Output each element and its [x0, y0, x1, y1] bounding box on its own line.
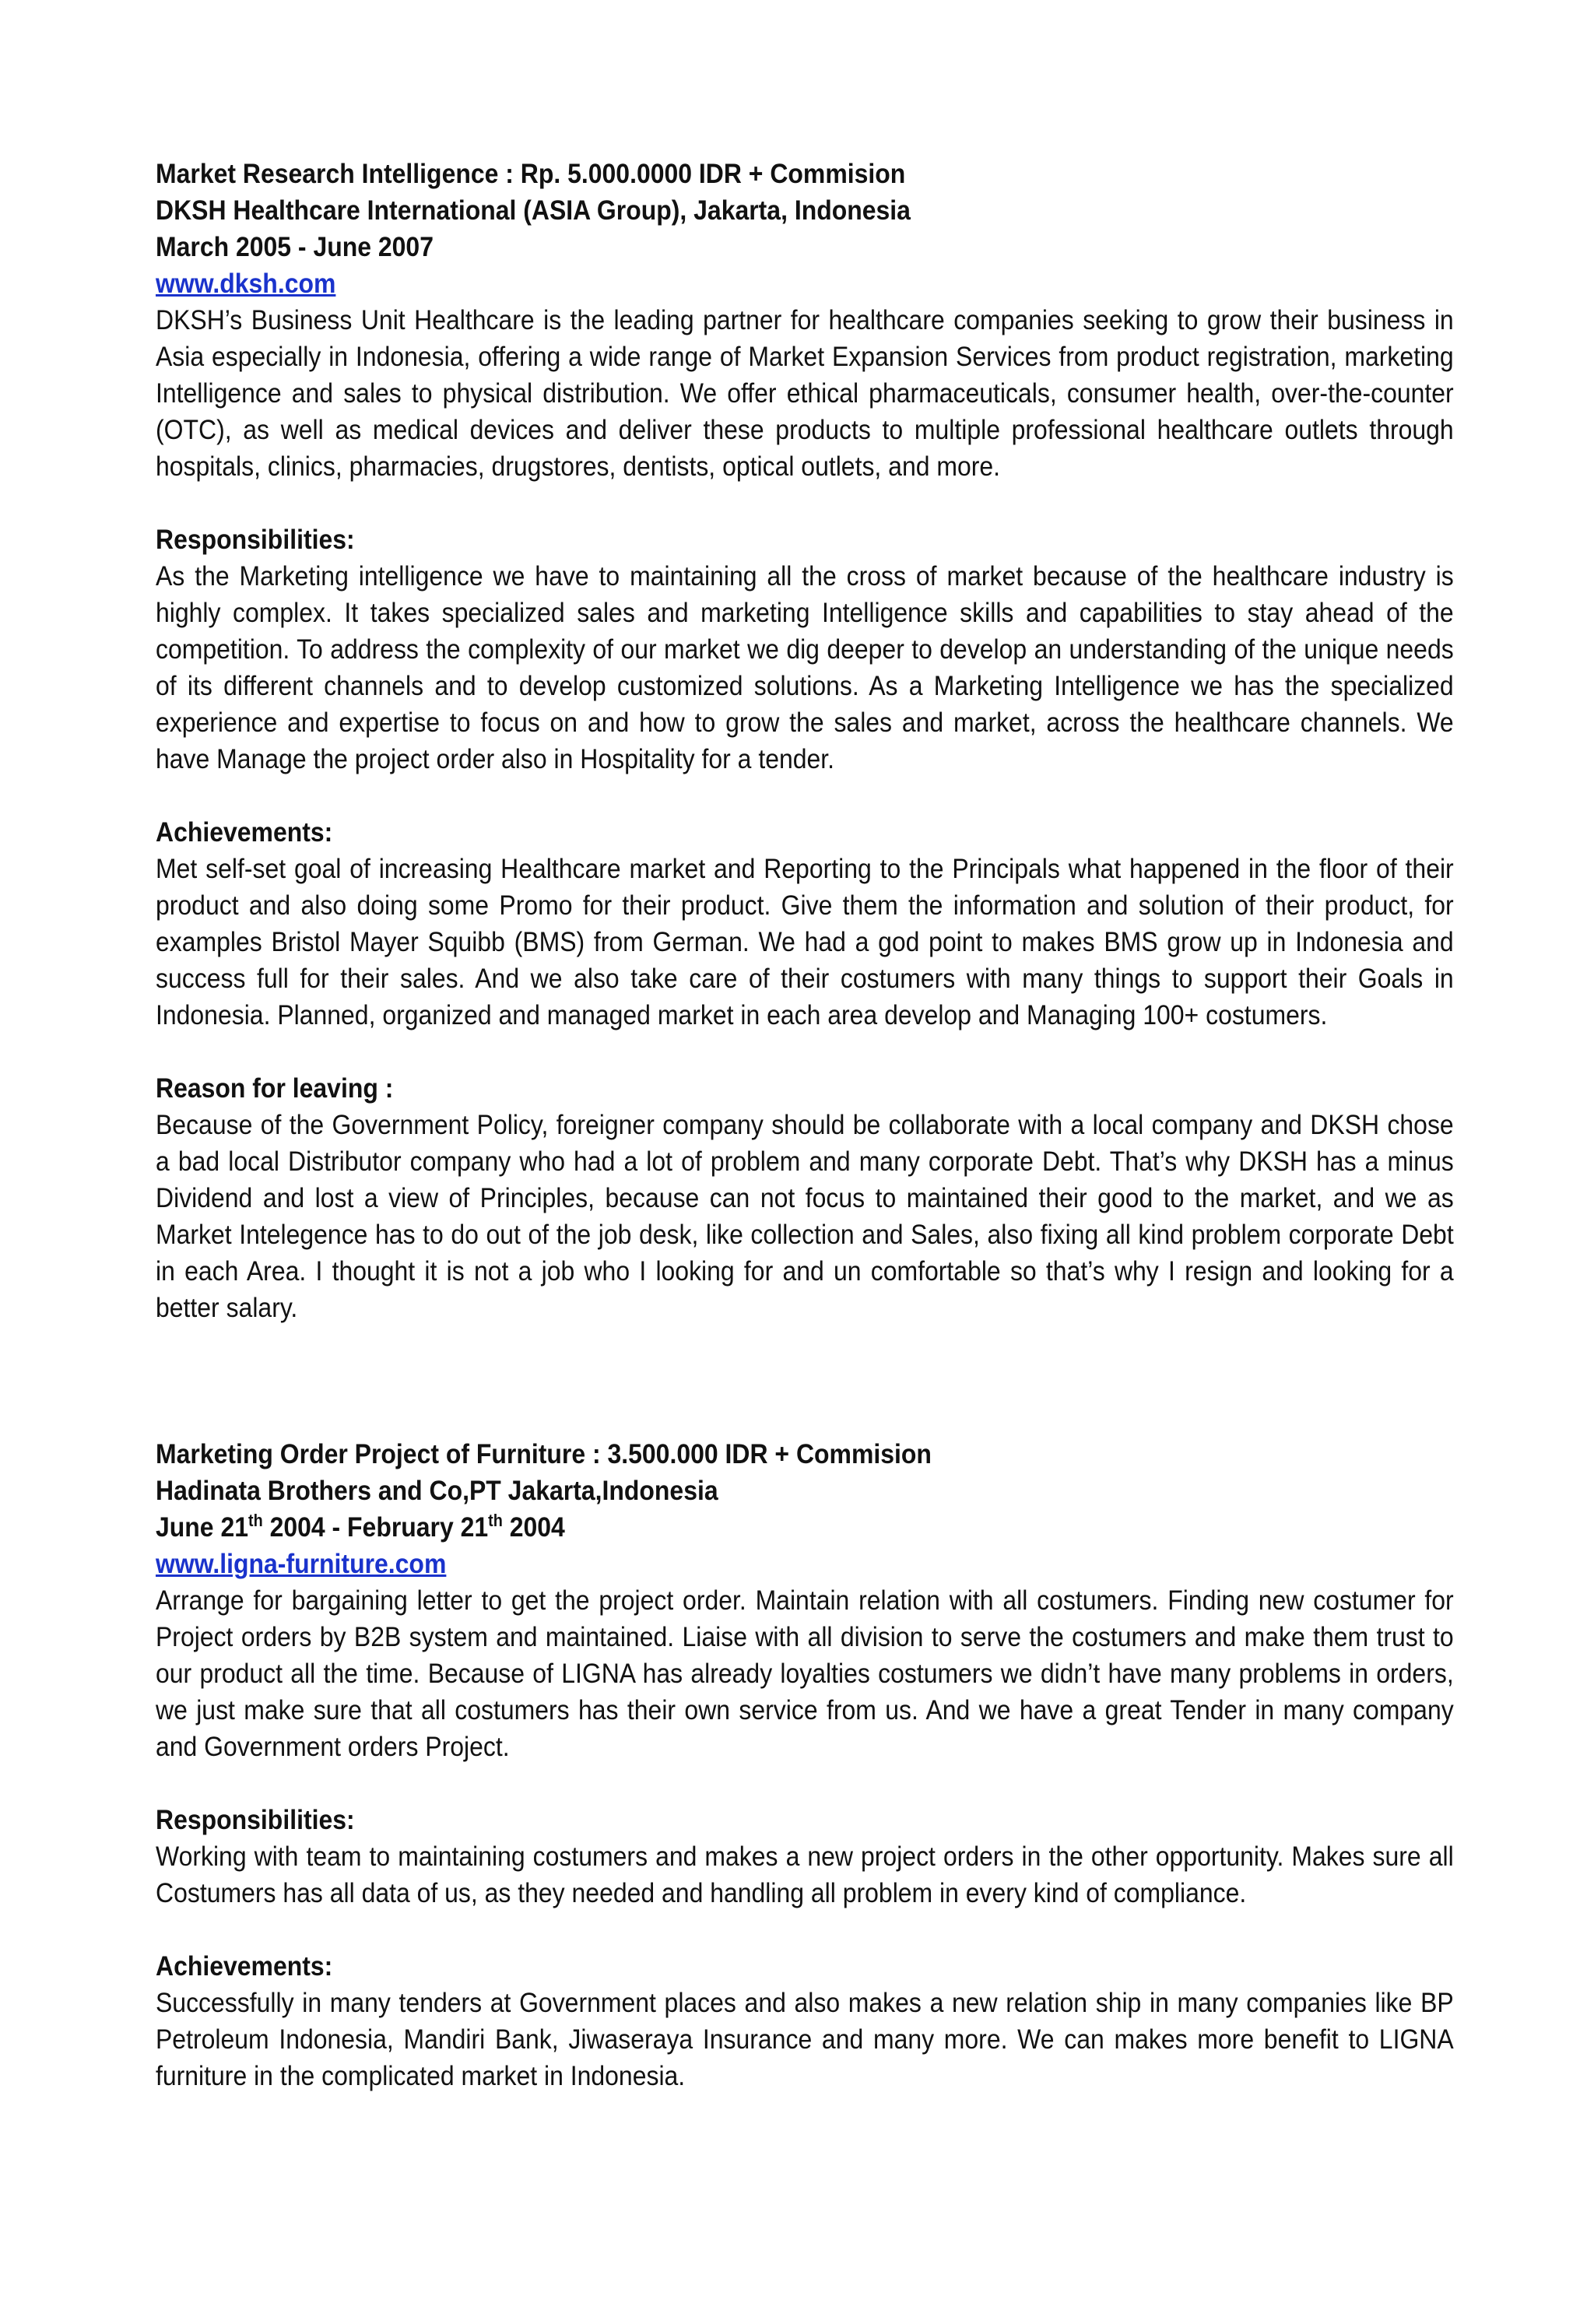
- reason-text: Because of the Government Policy, foreigner company should be collaborate with a local company and DKSH chose a bad local Distributor company who had a lot of problem and many corporate Debt. That’s why DKSH has a minus Dividend and lost a view of Principles, because can not focus to maintained their good to the market, and we as Market Intelegence has to do out of the job desk, like collection and Sales, also fixing all kind problem corporate Debt in each Area. I thought it is not a job who I looking for and un comfortable so that’s why I resign and looking for a better salary.: [156, 1109, 1454, 1323]
- achievements-heading: Achievements:: [156, 816, 333, 848]
- company-name: DKSH Healthcare International (ASIA Group), Jakarta, Indonesia: [156, 195, 911, 226]
- responsibilities-text: Working with team to maintaining costumers and makes a new project orders in the other opportunity. Makes sure all Costumers has all data of us, as they needed and handling all problem in every kind of compliance.: [156, 1841, 1454, 1908]
- achievements-heading: Achievements:: [156, 1950, 333, 1982]
- responsibilities-heading: Responsibilities:: [156, 1804, 355, 1835]
- responsibilities-text: As the Marketing intelligence we have to maintaining all the cross of market because of the healthcare industry is highly complex. It takes specialized sales and marketing Intelligence skills and capabilities to stay ahead of the competition. To address the complexity of our market we dig deeper to develop an understanding of the unique needs of its different channels and to develop customized solutions. As a Marketing Intelligence we has the specialized experience and expertise to focus on and how to grow the sales and market, across the healthcare channels. We have Manage the project order also in Hospitality for a tender.: [156, 560, 1454, 774]
- achievements-text: Successfully in many tenders at Government places and also makes a new relation ship in many companies like BP Petroleum Indonesia, Mandiri Bank, Jiwaseraya Insurance and many more. We can makes more benefit to LIGNA furniture in the complicated market in Indonesia.: [156, 1987, 1454, 2091]
- job-dksh: [156, 156, 1454, 1326]
- company-website-link[interactable]: www.dksh.com: [156, 268, 336, 299]
- achievements-text: Met self-set goal of increasing Healthcare market and Reporting to the Principals what happened in the floor of their product and also doing some Promo for their product. Give them the information and solution of their product, for examples Bristol Mayer Squibb (BMS) from German. We had a god point to makes BMS grow up in Indonesia and success full for their sales. And we also take care of their costumers with many things to support their Goals in Indonesia. Planned, organized and managed market in each area develop and Managing 100+ costumers.: [156, 853, 1454, 1030]
- employment-period: June 21th 2004 - February 21th 2004: [156, 1511, 565, 1543]
- job-hadinata: [156, 1436, 1454, 2094]
- reason-heading: Reason for leaving :: [156, 1072, 394, 1104]
- job-title: Market Research Intelligence : Rp. 5.000.0000 IDR + Commision: [156, 158, 906, 189]
- company-name: Hadinata Brothers and Co,PT Jakarta,Indonesia: [156, 1475, 718, 1506]
- responsibilities-heading: Responsibilities:: [156, 524, 355, 555]
- company-website-link[interactable]: www.ligna-furniture.com: [156, 1548, 447, 1579]
- company-description: Arrange for bargaining letter to get the project order. Maintain relation with all costumers. Finding new costumer for Project orders by B2B system and maintained. Liaise with all division to serve the costumers and make them trust to our product all the time. Because of LIGNA has already loyalties costumers we didn’t have many problems in orders, we just make sure that all costumers has their own service from us. And we have a great Tender in many company and Government orders Project.: [156, 1585, 1454, 1762]
- company-description: DKSH’s Business Unit Healthcare is the leading partner for healthcare companies seeking to grow their business in Asia especially in Indonesia, offering a wide range of Market Expansion Services from product registration, marketing Intelligence and sales to physical distribution. We offer ethical pharmaceuticals, consumer health, over-the-counter (OTC), as well as medical devices and deliver these products to multiple professional healthcare outlets through hospitals, clinics, pharmacies, drugstores, dentists, optical outlets, and more.: [156, 304, 1454, 482]
- job-title: Marketing Order Project of Furniture : 3.500.000 IDR + Commision: [156, 1438, 932, 1469]
- resume-page: [156, 156, 1454, 2094]
- employment-period: March 2005 - June 2007: [156, 231, 434, 262]
